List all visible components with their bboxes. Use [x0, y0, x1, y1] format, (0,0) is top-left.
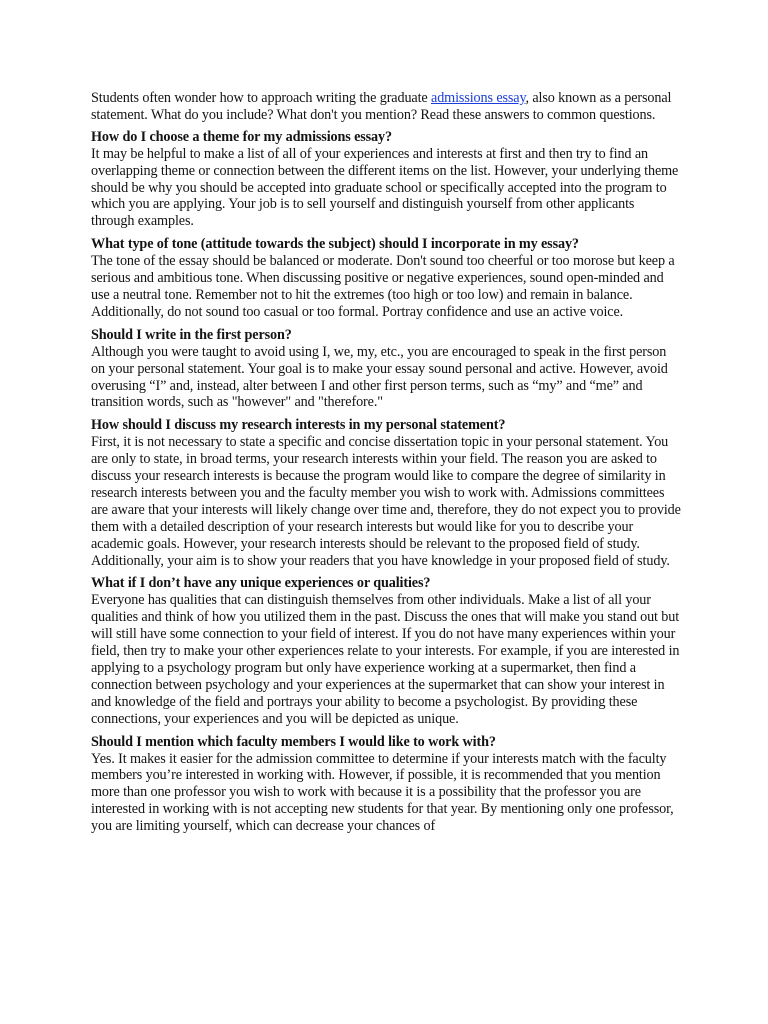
faq-question: Should I write in the first person?: [91, 326, 292, 343]
intro-text-before-link: Students often wonder how to approach writing the graduate: [91, 90, 432, 106]
faq-section-faculty-members: [91, 734, 681, 835]
faq-section-research-interests: [91, 417, 681, 569]
faq-section-tone: [91, 236, 681, 321]
faq-answer: Yes. It makes it easier for the admission committee to determine if your interests match with the faculty members you’re interested in working with. However, if possible, it is recommended that you mention more than one professor you wish to work with because it is a possibility that the professor you are interested in working with is not accepting new students for that year. By mentioning only one professor, you are limiting yourself, which can decrease your chances of: [91, 750, 674, 835]
faq-question: Should I mention which faculty members I would like to work with?: [91, 733, 496, 750]
faq-question: How should I discuss my research interests in my personal statement?: [91, 417, 506, 434]
faq-answer: First, it is not necessary to state a specific and concise dissertation topic in your personal statement. You are only to state, in broad terms, your research interests within your field. The reason you are asked to discuss your research interests is because the program would like to compare the degree of similarity in research interests between you and the faculty member you wish to work with. Admissions committees are aware that your interests will likely change over time and, therefore, they do not expect you to provide them with a detailed description of your research interests but would like for you to describe your academic goals. However, your research interests should be relevant to the proposed field of study. Additionally, your aim is to show your readers that you have knowledge in your proposed field of study.: [91, 434, 681, 569]
faq-question: What type of tone (attitude towards the subject) should I incorporate in my essay?: [91, 236, 579, 253]
faq-section-theme: [91, 129, 681, 230]
admissions-essay-link[interactable]: admissions essay: [431, 90, 526, 106]
faq-answer: Although you were taught to avoid using I, we, my, etc., you are encouraged to speak in the first person on your personal statement. Your goal is to make your essay sound personal and active. However, avoid overusing “I” and, instead, alter between I and other first person terms, such as “my” and “me” and transition words, such as "however" and "therefore.": [91, 343, 668, 411]
intro-paragraph: [91, 90, 681, 124]
faq-answer: Everyone has qualities that can distinguish themselves from other individuals. Make a list of all your qualities and think of how you utilized them in the past. Discuss the ones that will make you stand out but will still have some connection to your field of interest. If you do not have many experiences within your field, then try to make your other experiences relate to your interests. For example, if you are interested in applying to a psychology program but only have experience working at a supermarket, then find a connection between psychology and your experiences at the supermarket that can show your interest in and knowledge of the field and portrays your ability to become a psychologist. By providing these connections, your experiences and you will be depicted as unique.: [91, 592, 680, 727]
faq-section-first-person: [91, 327, 681, 412]
document-page: [91, 90, 681, 841]
faq-question: What if I don’t have any unique experiences or qualities?: [91, 575, 431, 592]
intro-text-after-link: , also known as a personal statement. What do you include? What don't you mention? Read these answers to common questions.: [91, 90, 672, 123]
faq-section-unique-experiences: [91, 575, 681, 727]
faq-answer: The tone of the essay should be balanced or moderate. Don't sound too cheerful or too morose but keep a serious and ambitious tone. When discussing positive or negative experiences, sound open-minded and use a neutral tone. Remember not to hit the extremes (too high or too low) and remain in balance. Additionally, do not sound too casual or too formal. Portray confidence and use an active voice.: [91, 253, 675, 320]
faq-answer: It may be helpful to make a list of all of your experiences and interests at first and then try to find an overlapping theme or connection between the different items on the list. However, your underlying theme should be why you should be accepted into graduate school or specifically accepted into the program to which you are applying. Your job is to sell yourself and distinguish yourself from other applicants through examples.: [91, 145, 679, 230]
faq-question: How do I choose a theme for my admissions essay?: [91, 128, 392, 145]
